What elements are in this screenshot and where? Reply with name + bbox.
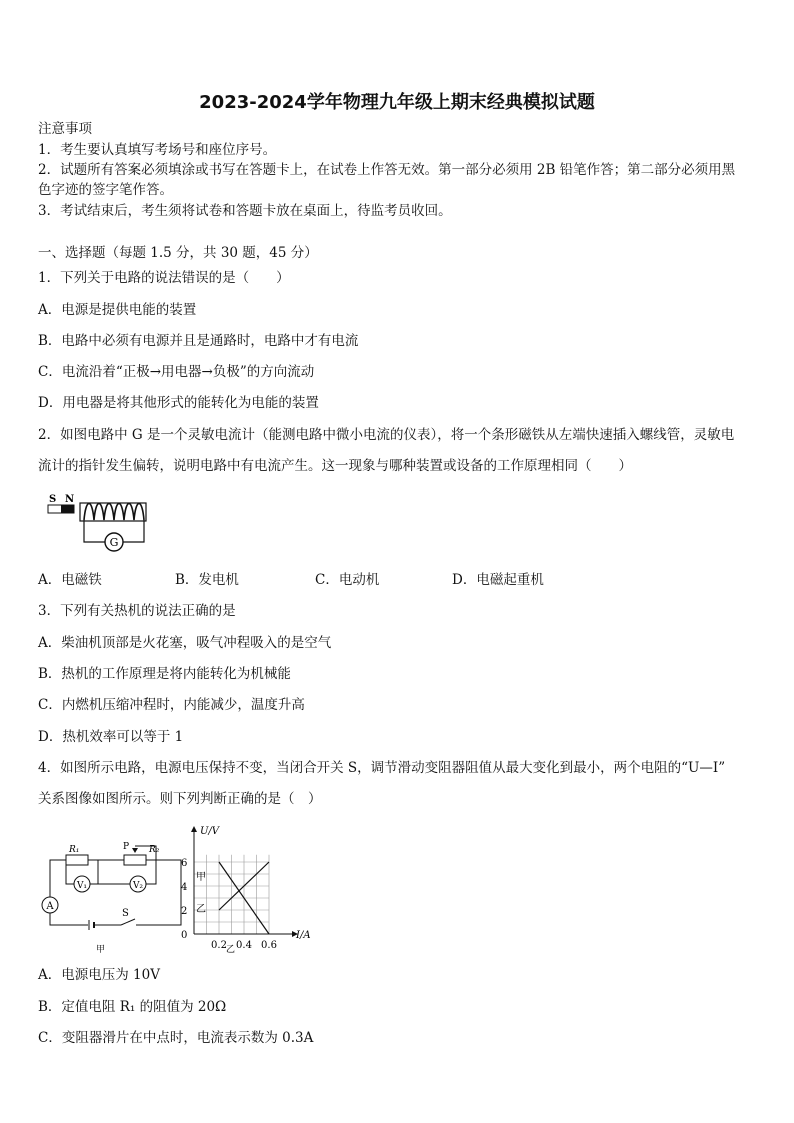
q2-stem-line2: 流计的指针发生偏转，说明电路中有电流产生。这一现象与哪种装置或设备的工作原理相同（ ） — [38, 458, 632, 474]
u-i-graph — [176, 822, 326, 958]
series-yi-label: 乙 — [196, 904, 206, 915]
q1-option-a: A．电源是提供电能的装置 — [38, 302, 197, 318]
q4-option-c: C．变阻器滑片在中点时，电流表示数为 0.3A — [38, 1030, 314, 1046]
resistor-r1 — [66, 855, 88, 865]
q1-option-c: C．电流沿着“正极→用电器→负极”的方向流动 — [38, 364, 315, 380]
q2-option-b: B．发电机 — [175, 572, 239, 588]
magnet-n-label: N — [65, 494, 75, 505]
magnet-s-label: S — [49, 494, 57, 505]
q3-stem: 3．下列有关热机的说法正确的是 — [38, 603, 236, 619]
q1-option-b: B．电路中必须有电源并且是通路时，电路中才有电流 — [38, 333, 359, 349]
q3-option-c: C．内燃机压缩冲程时，内能减少，温度升高 — [38, 697, 305, 713]
x-tick-0-2: 0.2 — [211, 940, 227, 951]
section-heading: 一、选择题（每题 1.5 分，共 30 题，45 分） — [38, 245, 318, 261]
q1-stem: 1．下列关于电路的说法错误的是（ ） — [38, 270, 290, 286]
q2-stem-line1: 2．如图电路中 G 是一个灵敏电流计（能测电路中微小电流的仪表），将一个条形磁铁从左端快速插入螺线管，灵敏电 — [38, 427, 735, 443]
q1-option-d: D．用电器是将其他形式的能转化为电能的装置 — [38, 395, 319, 411]
page-title: 2023-2024学年物理九年级上期末经典模拟试题 — [199, 92, 595, 113]
q4-option-a: A．电源电压为 10V — [38, 967, 160, 983]
origin-label: 0 — [181, 930, 188, 941]
y-axis-arrow — [191, 826, 197, 832]
series-jia-label: 甲 — [196, 872, 206, 883]
v1-lead-right — [90, 860, 98, 884]
q2-option-c: C．电动机 — [315, 572, 380, 588]
r2-label: R₂ — [149, 845, 160, 855]
notice-heading: 注意事项 — [38, 121, 92, 137]
notice-item-1: 1．考生要认真填写考场号和座位序号。 — [38, 142, 277, 158]
y-tick-4: 4 — [181, 882, 188, 893]
circuit-bottom-wire — [50, 910, 88, 925]
circuit-outer-wire — [50, 860, 181, 925]
v1-label: V₁ — [76, 881, 88, 891]
slider-arrow — [132, 848, 138, 853]
q3-option-a: A．柴油机顶部是火花塞，吸气冲程吸入的是空气 — [38, 635, 332, 651]
wire-left — [84, 520, 105, 542]
x-axis-label: I/A — [296, 930, 311, 941]
switch-s — [121, 919, 135, 925]
y-tick-6: 6 — [181, 858, 188, 869]
v2-lead-right — [146, 860, 156, 884]
switch-s-label: S — [122, 908, 129, 919]
q3-option-d: D．热机效率可以等于 1 — [38, 729, 184, 745]
y-axis-label: U/V — [200, 826, 220, 837]
notice-item-3: 3．考试结束后，考生须将试卷和答题卡放在桌面上，待监考员收回。 — [38, 203, 452, 219]
circuit-diagram — [36, 840, 186, 958]
galvanometer-label: G — [109, 536, 119, 549]
notice-item-2: 2．试题所有答案必须填涂或书写在答题卡上，在试卷上作答无效。第一部分必须用 2B 铅笔作答；第二部分必须用黑 — [38, 162, 736, 178]
q3-option-b: B．热机的工作原理是将内能转化为机械能 — [38, 666, 291, 682]
x-tick-0-4: 0.4 — [236, 940, 252, 951]
wire-right — [123, 520, 144, 542]
x-tick-0-6: 0.6 — [261, 940, 277, 951]
q4-stem-line2: 关系图像如图所示。则下列判断正确的是（ ） — [38, 791, 322, 807]
r1-label: R₁ — [69, 845, 80, 855]
notice-item-2-cont: 色字迹的签字笔作答。 — [38, 182, 173, 198]
circuit-caption: 甲 — [96, 945, 106, 955]
slider-p-label: P — [123, 842, 130, 852]
ammeter-label: A — [46, 901, 54, 912]
solenoid-galvanometer-figure — [44, 490, 154, 558]
graph-grid — [194, 855, 269, 934]
y-tick-2: 2 — [181, 906, 188, 917]
q4-option-b: B．定值电阻 R₁ 的阻值为 20Ω — [38, 999, 227, 1015]
q2-option-a: A．电磁铁 — [38, 572, 102, 588]
q4-stem-line1: 4．如图所示电路，电源电压保持不变，当闭合开关 S，调节滑动变阻器阻值从最大变化到最小，两个电阻的“U—I” — [38, 760, 726, 776]
q2-option-d: D．电磁起重机 — [452, 572, 544, 588]
graph-caption: 乙 — [226, 945, 236, 955]
bar-magnet-n-pole — [61, 505, 74, 513]
v2-label: V₂ — [132, 881, 144, 891]
solenoid-coil — [84, 504, 144, 521]
rheostat-r2 — [124, 855, 146, 865]
